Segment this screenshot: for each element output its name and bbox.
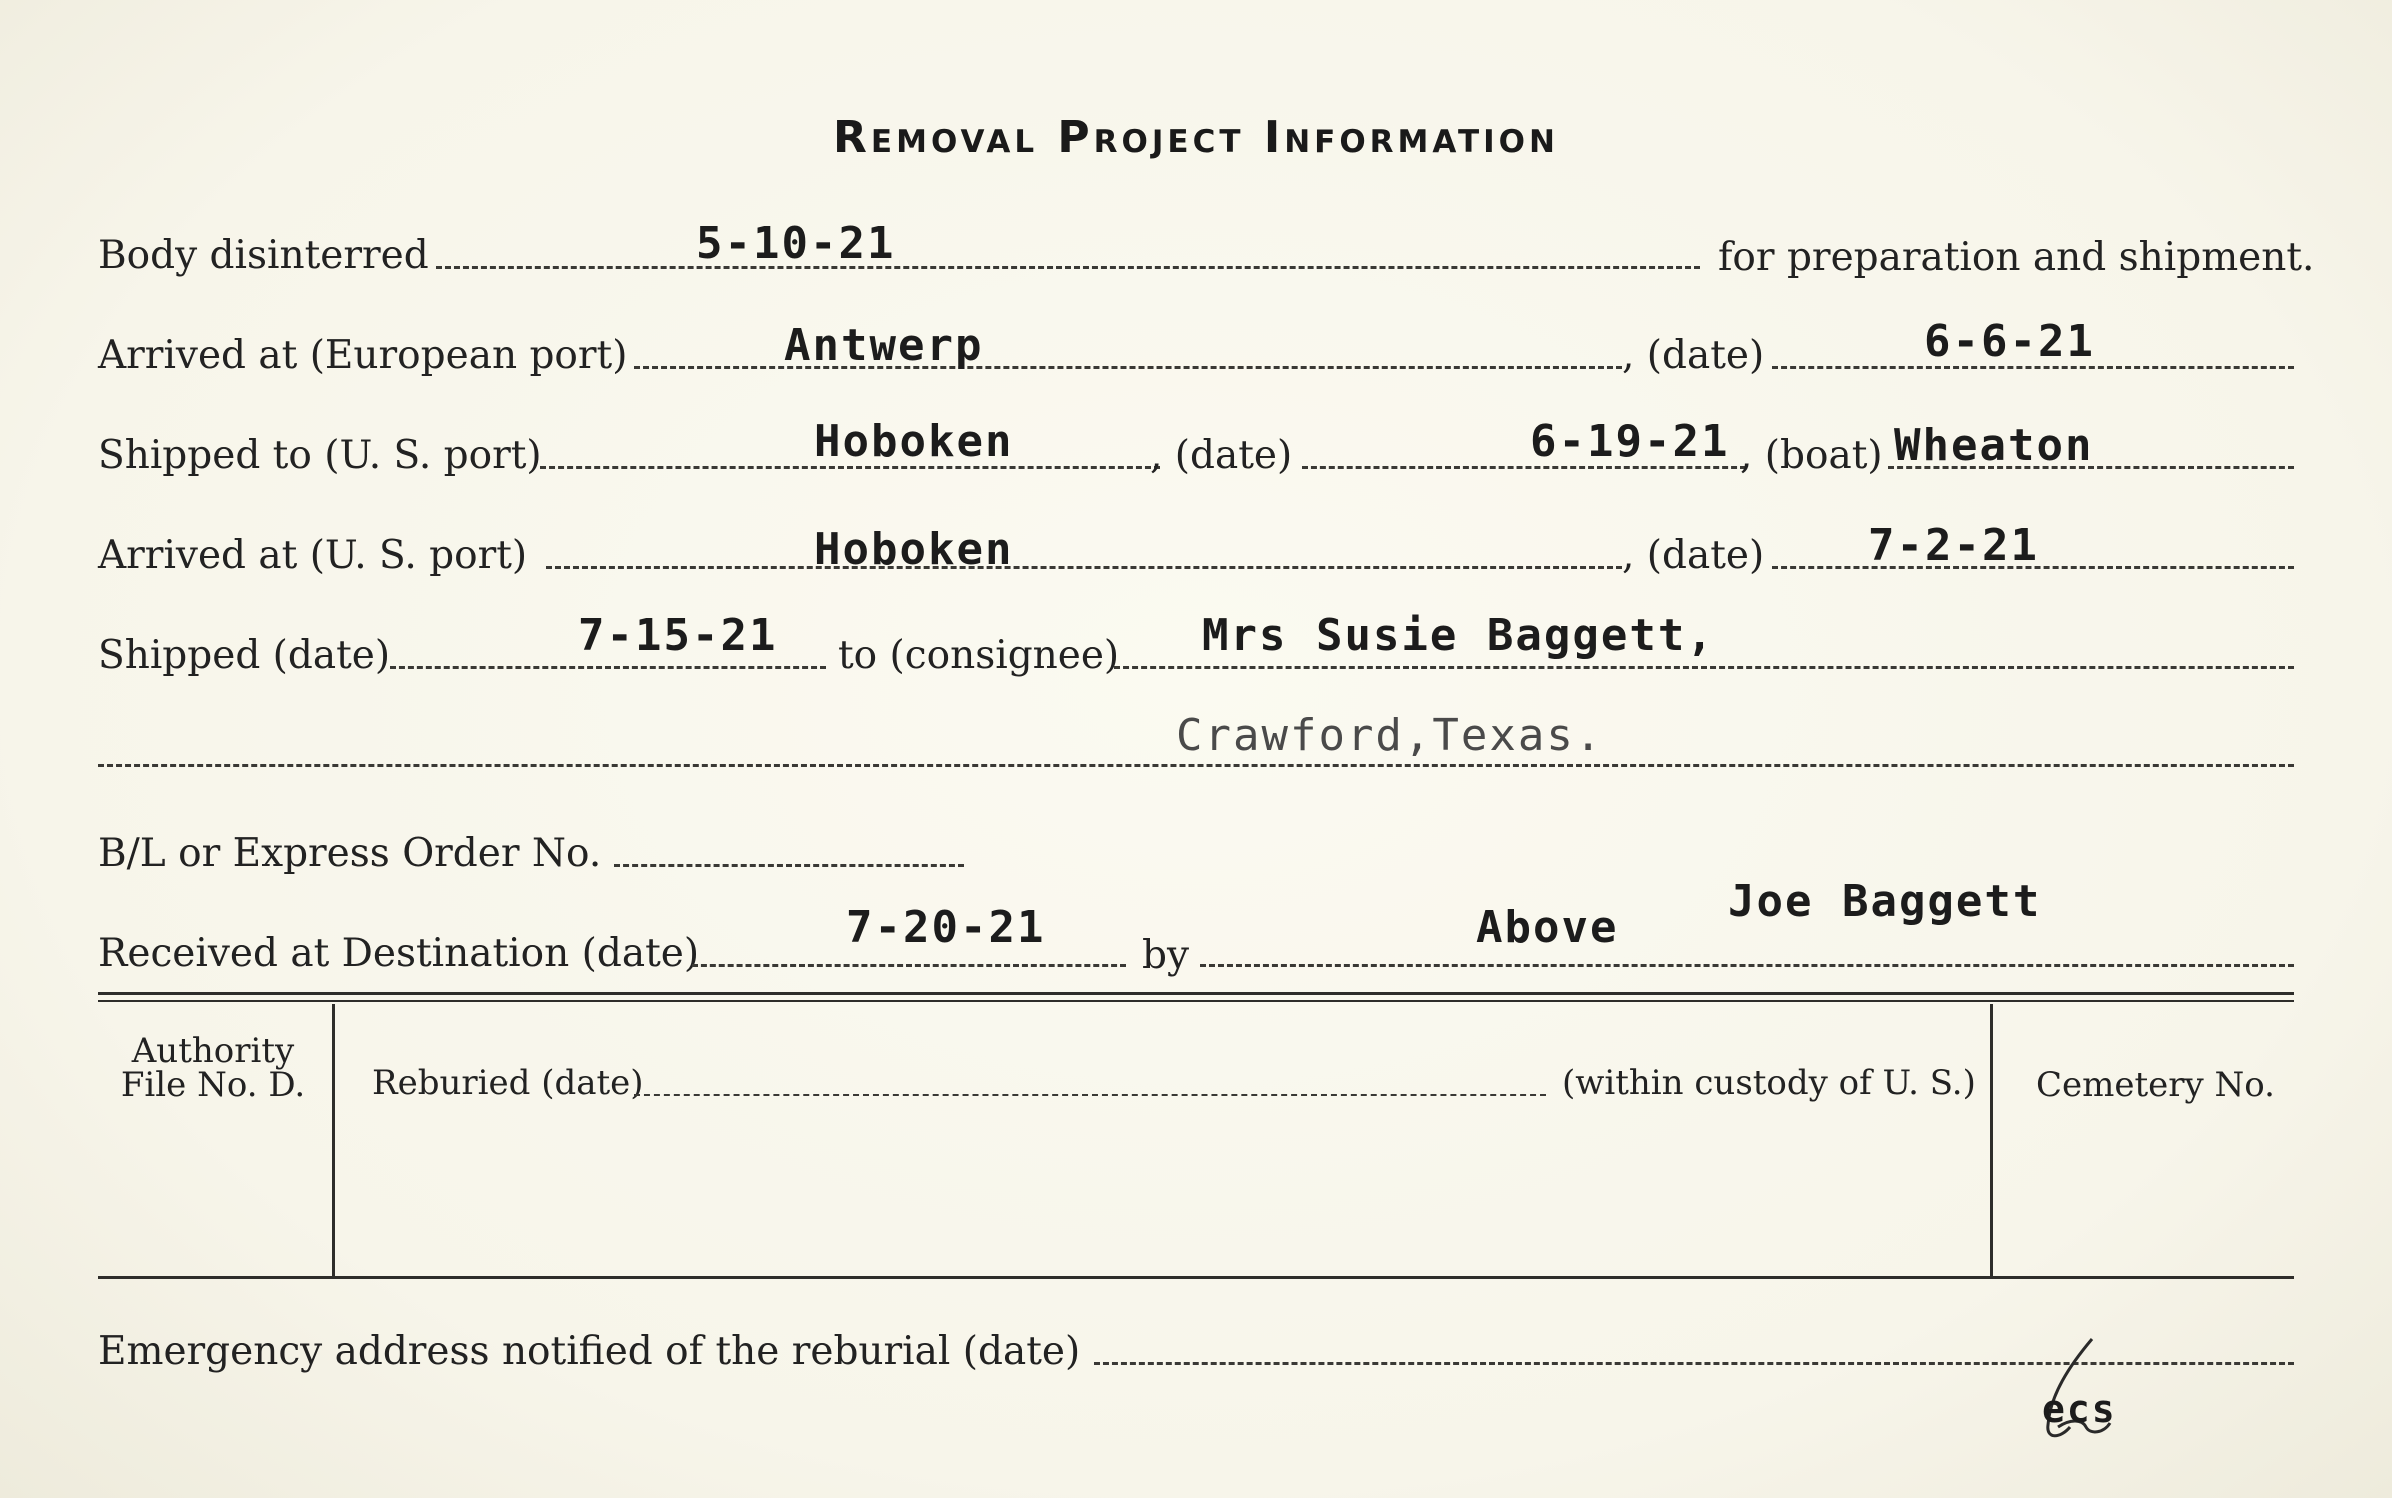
table-divider-right bbox=[1990, 1004, 1993, 1276]
bl-express-order-label: B/L or Express Order No. bbox=[98, 831, 602, 876]
consignee-label: to (consignee) bbox=[838, 633, 1120, 678]
received-destination-line bbox=[692, 964, 1126, 967]
arrived-us-port-line bbox=[546, 566, 1622, 569]
received-by-name: Joe Baggett bbox=[1728, 876, 2042, 927]
shipped-to-us-port-label: Shipped to (U. S. port) bbox=[98, 433, 542, 478]
european-port-value: Antwerp bbox=[784, 320, 984, 371]
table-top-rule bbox=[98, 992, 2294, 995]
table-top-rule-inner bbox=[98, 1000, 2294, 1002]
authority-label-line2: File No. D. bbox=[120, 1065, 306, 1105]
reburied-label: Reburied (date) bbox=[372, 1063, 644, 1103]
shipped-date-value: 6-19-21 bbox=[1530, 416, 1730, 467]
consignee-address-line bbox=[98, 764, 2294, 767]
european-port-line bbox=[634, 366, 1622, 369]
received-by-label: by bbox=[1142, 933, 1189, 978]
shipped-to-us-port-value: Hoboken bbox=[814, 416, 1014, 467]
reburied-line bbox=[634, 1094, 1546, 1096]
preparation-shipment-label: for preparation and shipment. bbox=[1718, 235, 2315, 280]
consignee-value: Mrs Susie Baggett, bbox=[1202, 610, 1715, 661]
received-destination-label: Received at Destination (date) bbox=[98, 931, 700, 976]
european-date-label: , (date) bbox=[1622, 333, 1765, 378]
received-by-value: Above bbox=[1476, 902, 1619, 953]
page-title: Removal Project Information bbox=[833, 112, 1559, 163]
table-bottom-rule bbox=[98, 1276, 2294, 1279]
arrived-us-date-label: , (date) bbox=[1622, 533, 1765, 578]
body-disinterred-line bbox=[436, 266, 1700, 269]
emergency-address-label: Emergency address notified of the reburial (date) bbox=[98, 1329, 1081, 1374]
table-divider-left bbox=[332, 1004, 335, 1276]
shipped-date-row-line bbox=[390, 666, 826, 669]
shipped-date-label: , (date) bbox=[1150, 433, 1293, 478]
custody-label: (within custody of U. S.) bbox=[1562, 1063, 1976, 1103]
arrived-us-port-value: Hoboken bbox=[814, 524, 1014, 575]
bl-express-order-line bbox=[614, 864, 964, 867]
body-disinterred-label: Body disinterred bbox=[98, 233, 429, 278]
received-destination-value: 7-20-21 bbox=[846, 902, 1046, 953]
shipped-date-row-value: 7-15-21 bbox=[578, 610, 778, 661]
received-by-line bbox=[1200, 964, 2294, 967]
authority-label-line1: Authority bbox=[131, 1031, 295, 1071]
european-date-value: 6-6-21 bbox=[1924, 316, 2095, 367]
arrived-us-date-value: 7-2-21 bbox=[1868, 520, 2039, 571]
arrived-us-port-label: Arrived at (U. S. port) bbox=[98, 533, 528, 578]
cemetery-label: Cemetery No. bbox=[2036, 1065, 2275, 1105]
boat-value: Wheaton bbox=[1894, 420, 2094, 471]
initials-text: ecs bbox=[2042, 1387, 2117, 1431]
consignee-line bbox=[1114, 666, 2294, 669]
consignee-address-value: Crawford,Texas. bbox=[1176, 710, 1604, 761]
shipped-date-row-label: Shipped (date) bbox=[98, 633, 391, 678]
european-port-label: Arrived at (European port) bbox=[98, 333, 628, 378]
body-disinterred-date: 5-10-21 bbox=[696, 218, 896, 269]
boat-label: , (boat) bbox=[1740, 433, 1883, 478]
